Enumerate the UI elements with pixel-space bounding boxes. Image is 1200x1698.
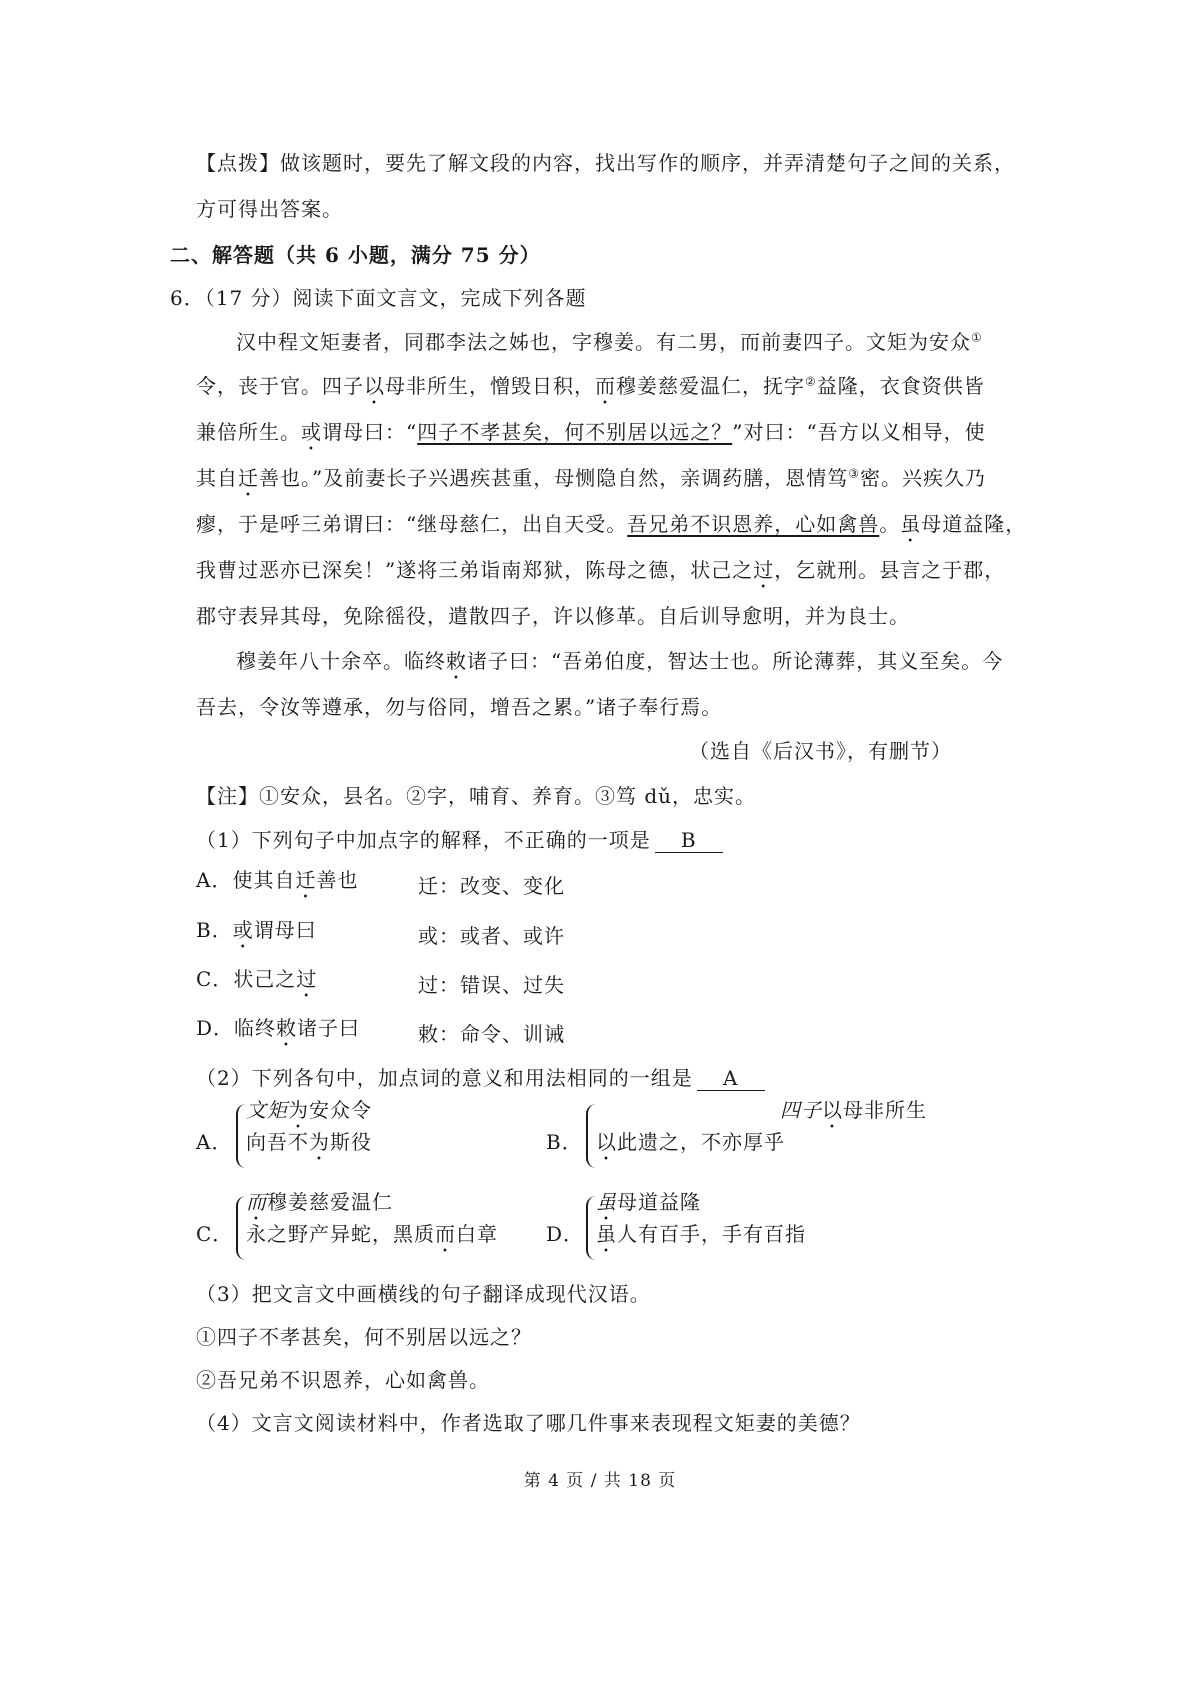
passage-line: 兼倍所生。或谓母曰：“四子不孝甚矣，何不别居以远之？”对曰：“吾方以义相导，使	[196, 420, 986, 444]
sub2-option-c-top: 而穆姜慈爱温仁	[246, 1190, 393, 1214]
passage-source: （选自《后汉书》，有删节）	[689, 739, 952, 763]
sub2-option-a-bottom: 向吾不为斯役	[246, 1130, 372, 1154]
translation-item-2: ②吾兄弟不识恩养，心如禽兽。	[196, 1368, 490, 1392]
answer-blank-2: A	[697, 1066, 765, 1091]
underlined-sentence-2: 吾兄弟不识恩养，心如禽兽	[627, 512, 880, 536]
sub2-option-b-bottom: 以此遗之，不亦厚乎	[596, 1130, 785, 1154]
option-d-explain: 敕：命令、训诫	[418, 1022, 565, 1046]
passage-line: 郡守表异其母，免除徭役，遣散四子，许以修革。自后训导愈明，并为良士。	[196, 604, 910, 628]
option-b-explain: 或：或者、或许	[418, 924, 565, 948]
sub2-option-d-top: 虽母道益隆	[596, 1190, 701, 1214]
sub2-option-b-label: B．	[546, 1130, 583, 1154]
answer-blank-1: B	[655, 828, 723, 853]
passage-note: 【注】①安众，县名。②字，哺育、养育。③笃 dǔ，忠实。	[196, 784, 757, 808]
passage-line: 我曹过恶亦已深矣！”遂将三弟诣南郑狱，陈母之德，状己之过，乞就刑。县言之于郡，	[196, 558, 1006, 582]
option-b: B．或谓母曰	[196, 918, 317, 942]
passage-line: 令，丧于官。四子以母非所生，憎毁日积，而穆姜慈爱温仁，抚字②益隆，衣食资供皆	[196, 374, 985, 398]
tip-line-2: 方可得出答案。	[196, 197, 343, 221]
sub-question-1: （1）下列句子中加点字的解释，不正确的一项是 B	[196, 824, 723, 853]
sub-question-3: （3）把文言文中画横线的句子翻译成现代汉语。	[196, 1282, 651, 1306]
section-heading: 二、解答题（共 6 小题，满分 75 分）	[170, 243, 541, 267]
sub2-option-c-bottom: 永之野产异蛇，黑质而白章	[246, 1222, 498, 1246]
option-a-explain: 迁：改变、变化	[418, 874, 565, 898]
option-c-explain: 过：错误、过失	[418, 973, 565, 997]
translation-item-1: ①四子不孝甚矣，何不别居以远之？	[196, 1325, 532, 1349]
sub2-option-d-label: D．	[546, 1222, 585, 1246]
page-footer: 第 4 页 / 共 18 页	[523, 1471, 677, 1491]
tip-line-1: 【点拨】做该题时，要先了解文段的内容，找出写作的顺序，并弄清楚句子之间的关系，	[196, 151, 1015, 175]
sub2-option-a-top: 文矩为安众令	[246, 1098, 372, 1122]
sub-question-2: （2）下列各句中，加点词的意义和用法相同的一组是 A	[196, 1062, 765, 1091]
sub2-option-a-label: A．	[196, 1130, 233, 1154]
sub2-option-d-bottom: 虽人有百手，手有百指	[596, 1222, 806, 1246]
passage-line: 吾去，令汝等遵承，勿与俗同，增吾之累。”诸子奉行焉。	[196, 695, 723, 719]
sub2-option-b-top: 四子以母非所生	[780, 1098, 927, 1122]
question-6-header: 6．（17 分）阅读下面文言文，完成下列各题	[170, 286, 587, 310]
passage-line: 汉中程文矩妻者，同郡李法之姊也，字穆姜。有二男，而前妻四子。文矩为安众①	[236, 330, 983, 354]
passage-line: 穆姜年八十余卒。临终敕诸子曰：“吾弟伯度，智达士也。所论薄葬，其义至矣。今	[236, 649, 1004, 673]
option-a: A．使其自迁善也	[196, 868, 359, 892]
sub-question-4: （4）文言文阅读材料中，作者选取了哪几件事来表现程文矩妻的美德？	[196, 1411, 861, 1435]
option-c: C．状己之过	[196, 967, 318, 991]
underlined-sentence-1: 四子不孝甚矣，何不别居以远之？	[417, 420, 733, 444]
sub2-option-c-label: C．	[196, 1222, 234, 1246]
passage-line: 瘳，于是呼三弟谓曰：“继母慈仁，出自天受。吾兄弟不识恩养，心如禽兽。虽母道益隆，	[196, 512, 1027, 536]
passage-line: 其自迁善也。”及前妻长子兴遇疾甚重，母恻隐自然，亲调药膳，恩情笃③密。兴疾久乃	[196, 466, 986, 490]
option-d: D．临终敕诸子曰	[196, 1016, 361, 1040]
